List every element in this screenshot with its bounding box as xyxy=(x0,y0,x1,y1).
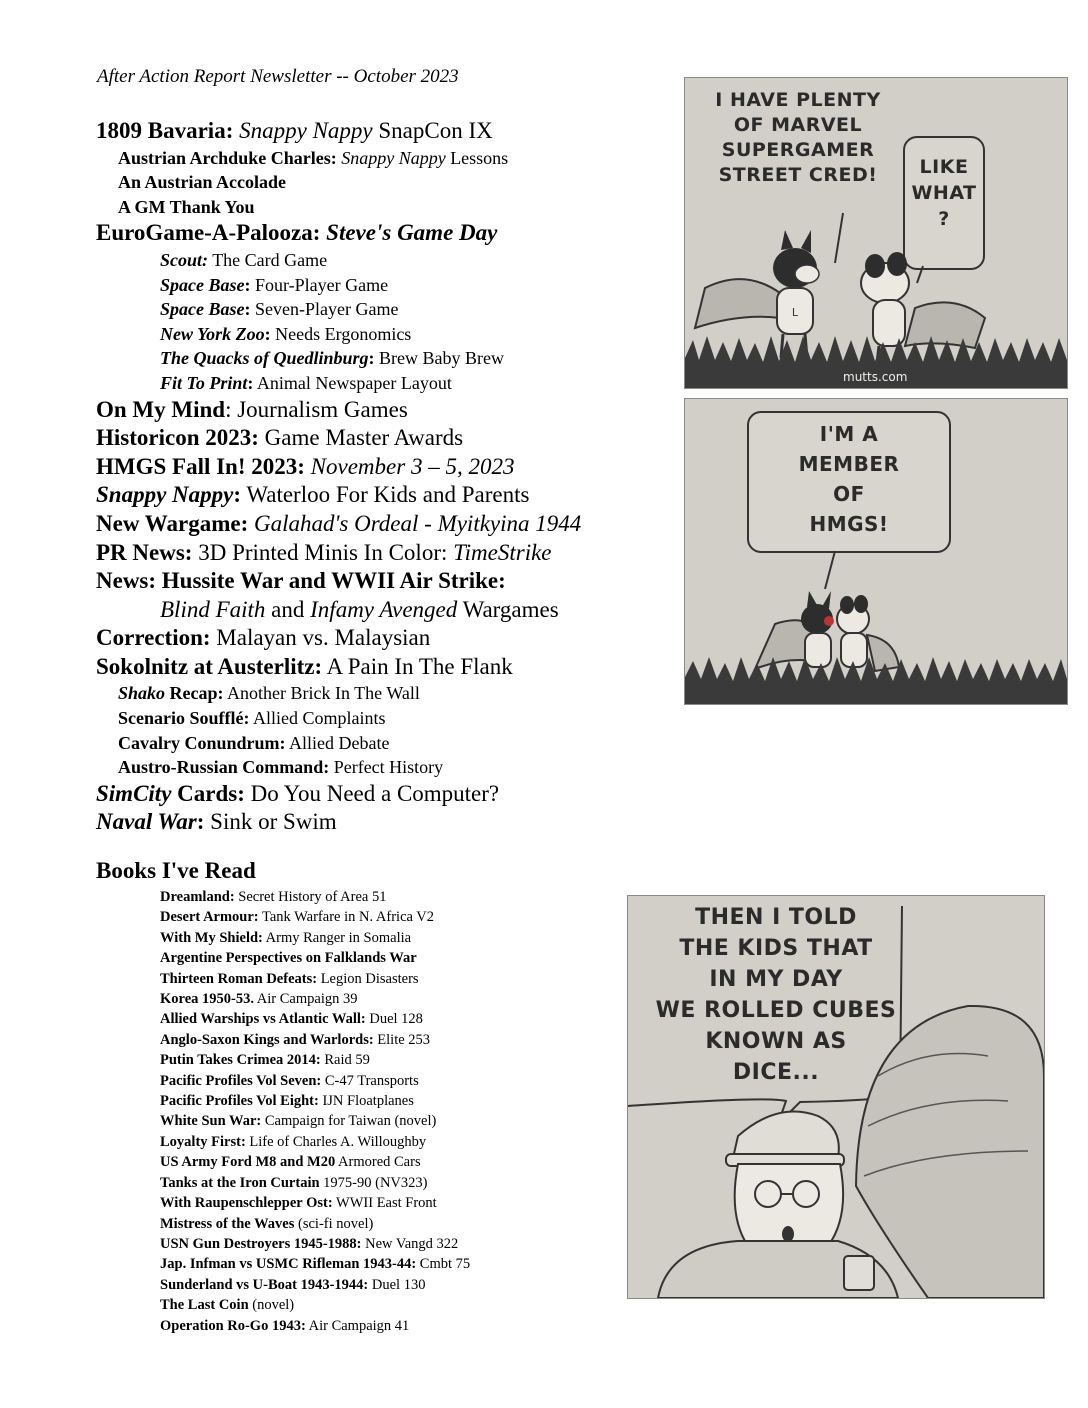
book-title: Jap. Infman vs USMC Rifleman 1943-44: xyxy=(160,1256,417,1273)
toc-entry-text: Allied Debate xyxy=(285,732,390,753)
book-subtitle: Tank Warfare in N. Africa V2 xyxy=(258,909,435,926)
toc-entry-text: Scout: xyxy=(160,249,209,270)
book-subtitle: Army Ranger in Somalia xyxy=(262,929,412,946)
book-subtitle: 1975-90 (NV323) xyxy=(319,1174,428,1191)
book-subtitle: Air Campaign 41 xyxy=(305,1317,410,1334)
book-title: Anglo-Saxon Kings and Warlords: xyxy=(160,1031,374,1048)
book-entry xyxy=(160,1254,470,1274)
book-title: Sunderland vs U-Boat 1943-1944: xyxy=(160,1276,369,1293)
book-subtitle: Secret History of Area 51 xyxy=(234,889,387,905)
toc-entry-text: PR News: xyxy=(96,539,193,565)
toc-entry-text: Cavalry Conundrum: xyxy=(118,732,286,753)
book-title: Dreamland: xyxy=(160,889,235,905)
toc-entry xyxy=(96,146,676,171)
toc-entry-text: Correction: xyxy=(96,625,211,651)
book-subtitle: Duel 130 xyxy=(368,1276,426,1293)
toc-entry-text: Space Base xyxy=(160,299,245,320)
comic-panel-2 xyxy=(684,398,1068,705)
toc-entry-text: Shako xyxy=(118,683,166,704)
book-entry xyxy=(160,1214,470,1234)
book-title: USN Gun Destroyers 1945-1988: xyxy=(160,1235,362,1252)
toc-entry-text: Steve's Game Day xyxy=(326,220,498,246)
toc-entry xyxy=(96,624,676,653)
toc-entry-text: On My Mind xyxy=(96,396,226,422)
toc-entry-text: : xyxy=(244,274,251,295)
toc-entry-text: The Card Game xyxy=(208,249,328,270)
toc-entry-text: 3D Printed Minis In Color: xyxy=(192,539,454,565)
toc-entry-text: : Journalism Games xyxy=(225,396,408,422)
toc-entry xyxy=(96,706,676,731)
toc-entry-text: Blind Faith xyxy=(160,596,266,622)
toc-entry xyxy=(96,195,676,220)
book-subtitle: C-47 Transports xyxy=(321,1072,419,1089)
toc-entry-text: Waterloo For Kids and Parents xyxy=(241,482,530,508)
toc-entry-text: Sink or Swim xyxy=(204,809,337,835)
comic1-left-line: OF MARVEL xyxy=(733,114,863,136)
toc-entry-text: SimCity xyxy=(96,780,172,806)
toc-entry-text: : xyxy=(233,482,242,508)
toc-entry-text: Another Brick In The Wall xyxy=(223,683,420,704)
comic1-right-line: WHAT xyxy=(911,182,977,204)
book-entry xyxy=(160,1234,470,1254)
toc-entry-text: November 3 – 5, 2023 xyxy=(310,453,515,479)
comic3-line: THE KIDS THAT xyxy=(679,936,873,961)
books-section-title: Books I've Read xyxy=(96,858,256,883)
book-entry xyxy=(160,1091,470,1111)
toc-entry-text: A Pain In The Flank xyxy=(322,653,513,679)
book-entry xyxy=(160,1111,470,1131)
book-entry xyxy=(160,1009,470,1029)
toc-entry xyxy=(96,808,676,837)
toc-entry-text: Space Base xyxy=(160,274,245,295)
toc-entry-text: Cards: xyxy=(171,780,245,806)
book-entry xyxy=(160,1316,470,1336)
book-entry xyxy=(160,1193,470,1213)
table-of-contents xyxy=(96,117,676,837)
comic3-line: WE ROLLED CUBES xyxy=(655,998,897,1023)
comic1-right-line: LIKE xyxy=(919,156,969,178)
book-subtitle: Air Campaign 39 xyxy=(253,991,358,1008)
comic1-left-line: I HAVE PLENTY xyxy=(715,89,881,111)
toc-entry xyxy=(96,780,676,809)
book-entry xyxy=(160,1071,470,1091)
comic1-drawing xyxy=(685,78,1067,388)
comic1-left-line: STREET CRED! xyxy=(718,164,878,186)
comic2-line: MEMBER xyxy=(798,452,900,476)
comic-panel-3 xyxy=(627,895,1045,1299)
book-entry xyxy=(160,969,470,989)
book-entry xyxy=(160,928,470,948)
book-subtitle: IJN Floatplanes xyxy=(318,1093,414,1110)
toc-entry-text: Four-Player Game xyxy=(250,274,389,295)
toc-entry-text: : xyxy=(368,348,375,369)
book-title: Operation Ro-Go 1943: xyxy=(160,1317,306,1334)
book-title: White Sun War: xyxy=(160,1113,262,1130)
toc-entry-text: Snappy Nappy xyxy=(341,147,446,168)
book-title: The Last Coin xyxy=(160,1297,249,1314)
book-title: Pacific Profiles Vol Eight: xyxy=(160,1093,319,1110)
books-list xyxy=(160,887,470,1336)
book-subtitle: Duel 128 xyxy=(365,1011,423,1028)
book-subtitle: Raid 59 xyxy=(320,1052,370,1069)
toc-entry xyxy=(96,219,676,248)
toc-entry xyxy=(96,322,676,347)
book-title: Korea 1950-53. xyxy=(160,991,254,1008)
toc-entry-text: Do You Need a Computer? xyxy=(244,780,500,806)
book-subtitle: Campaign for Taiwan (novel) xyxy=(261,1113,437,1130)
toc-entry-text: EuroGame-A-Palooza: xyxy=(96,220,321,246)
toc-entry-text: Needs Ergonomics xyxy=(270,323,412,344)
toc-entry-text: : xyxy=(264,323,271,344)
book-title: Mistress of the Waves xyxy=(160,1215,295,1232)
toc-entry xyxy=(96,481,676,510)
book-title: Loyalty First: xyxy=(160,1133,246,1150)
toc-entry-text: and xyxy=(265,596,311,622)
toc-entry-text: Naval War xyxy=(96,809,197,835)
book-title: Desert Armour: xyxy=(160,909,259,926)
comic1-credit: mutts.com xyxy=(843,370,908,384)
toc-entry-text: TimeStrike xyxy=(453,539,552,565)
toc-entry xyxy=(96,567,676,596)
book-entry xyxy=(160,1050,470,1070)
toc-entry-text: Historicon 2023: xyxy=(96,425,259,451)
book-title: Allied Warships vs Atlantic Wall: xyxy=(160,1011,366,1028)
book-title: With Raupenschlepper Ost: xyxy=(160,1195,333,1212)
comic3-line: DICE... xyxy=(732,1060,820,1085)
toc-entry-text: Malayan vs. Malaysian xyxy=(210,625,431,651)
toc-entry-text: 1809 Bavaria: xyxy=(96,118,234,143)
toc-entry xyxy=(96,396,676,425)
book-entry xyxy=(160,989,470,1009)
book-entry xyxy=(160,1173,470,1193)
comic1-left-line: SUPERGAMER xyxy=(721,139,875,161)
book-entry xyxy=(160,1275,470,1295)
toc-entry xyxy=(96,424,676,453)
toc-entry-text: SnapCon IX xyxy=(372,118,493,143)
book-entry xyxy=(160,907,470,927)
toc-entry xyxy=(96,297,676,322)
toc-entry xyxy=(96,273,676,298)
comic2-line: OF xyxy=(833,482,865,506)
book-entry xyxy=(160,948,470,968)
book-title: Argentine Perspectives on Falklands War xyxy=(160,950,417,967)
book-entry xyxy=(160,1152,470,1172)
book-entry xyxy=(160,1030,470,1050)
toc-entry-text: Brew Baby Brew xyxy=(374,348,505,369)
toc-entry-text: Snappy Nappy xyxy=(239,118,373,143)
book-entry xyxy=(160,1132,470,1152)
toc-entry xyxy=(96,170,676,195)
toc-entry xyxy=(96,539,676,568)
comic3-line: KNOWN AS xyxy=(705,1029,847,1054)
toc-entry-text: New Wargame: xyxy=(96,510,249,536)
toc-entry xyxy=(96,510,676,539)
toc-entry-text: HMGS Fall In! 2023: xyxy=(96,453,305,479)
toc-entry xyxy=(96,681,676,706)
toc-entry xyxy=(96,731,676,756)
toc-entry-text: Perfect History xyxy=(329,757,444,778)
toc-entry-text: Recap: xyxy=(165,683,224,704)
toc-entry xyxy=(96,248,676,273)
toc-entry-text: Austrian Archduke Charles: xyxy=(118,147,337,168)
comic3-line: THEN I TOLD xyxy=(695,905,857,930)
toc-entry-text: Lessons xyxy=(445,147,509,168)
toc-entry xyxy=(96,371,676,396)
toc-entry-text: Animal Newspaper Layout xyxy=(253,372,452,393)
toc-entry xyxy=(96,453,676,482)
toc-entry-text: New York Zoo xyxy=(160,323,265,344)
toc-entry-text: Galahad's Ordeal - Myitkyina 1944 xyxy=(253,510,582,536)
book-subtitle: (sci-fi novel) xyxy=(294,1215,374,1232)
toc-entry xyxy=(96,596,676,625)
toc-entry xyxy=(96,653,676,682)
toc-entry-text: News: Hussite War and WWII Air Strike: xyxy=(96,568,506,594)
toc-entry-text: Scenario Soufflé: xyxy=(118,708,250,729)
book-entry xyxy=(160,887,470,907)
toc-entry-text: Allied Complaints xyxy=(249,708,386,729)
toc-entry-text: Seven-Player Game xyxy=(250,299,399,320)
book-subtitle: WWII East Front xyxy=(332,1195,437,1212)
toc-entry-text: Wargames xyxy=(457,596,559,622)
book-subtitle: Life of Charles A. Willoughby xyxy=(245,1133,427,1150)
book-title: Tanks at the Iron Curtain xyxy=(160,1174,320,1191)
toc-entry-text: Game Master Awards xyxy=(258,425,464,451)
book-title: With My Shield: xyxy=(160,929,263,946)
toc-entry-text: The Quacks of Quedlinburg xyxy=(160,348,369,369)
comic2-line: HMGS! xyxy=(809,512,889,536)
toc-entry-text: A GM Thank You xyxy=(118,196,255,217)
book-subtitle: Legion Disasters xyxy=(317,970,419,987)
toc-entry xyxy=(96,346,676,371)
book-subtitle: New Vangd 322 xyxy=(361,1235,459,1252)
toc-entry-text: Infamy Avenged xyxy=(310,596,458,622)
book-subtitle: Elite 253 xyxy=(373,1031,431,1048)
comic1-shirt-letter: L xyxy=(791,306,799,319)
book-entry xyxy=(160,1295,470,1315)
toc-entry-text: : xyxy=(196,809,205,835)
book-subtitle: (novel) xyxy=(248,1297,295,1314)
toc-entry-text: : xyxy=(247,372,254,393)
toc-entry xyxy=(96,117,676,146)
book-subtitle: Cmbt 75 xyxy=(416,1256,471,1273)
comic-panel-1 xyxy=(684,77,1068,389)
toc-entry-text: : xyxy=(244,299,251,320)
book-title: Putin Takes Crimea 2014: xyxy=(160,1052,321,1069)
comic2-line: I'M A xyxy=(819,422,879,446)
book-title: US Army Ford M8 and M20 xyxy=(160,1154,336,1171)
book-title: Thirteen Roman Defeats: xyxy=(160,970,318,987)
comic3-drawing xyxy=(628,896,1044,1298)
newsletter-header: After Action Report Newsletter -- October 2023 xyxy=(97,66,459,87)
book-subtitle: Armored Cars xyxy=(335,1154,421,1171)
toc-entry-text: Sokolnitz at Austerlitz: xyxy=(96,653,323,679)
book-title: Pacific Profiles Vol Seven: xyxy=(160,1072,322,1089)
toc-entry-text: An Austrian Accolade xyxy=(118,172,287,193)
comic3-line: IN MY DAY xyxy=(709,967,843,992)
comic1-right-line: ? xyxy=(938,208,950,230)
comic2-drawing xyxy=(685,399,1067,704)
toc-entry-text: Snappy Nappy xyxy=(96,482,234,508)
toc-entry xyxy=(96,755,676,780)
toc-entry-text: Fit To Print xyxy=(160,372,248,393)
toc-entry-text: Austro-Russian Command: xyxy=(118,757,330,778)
